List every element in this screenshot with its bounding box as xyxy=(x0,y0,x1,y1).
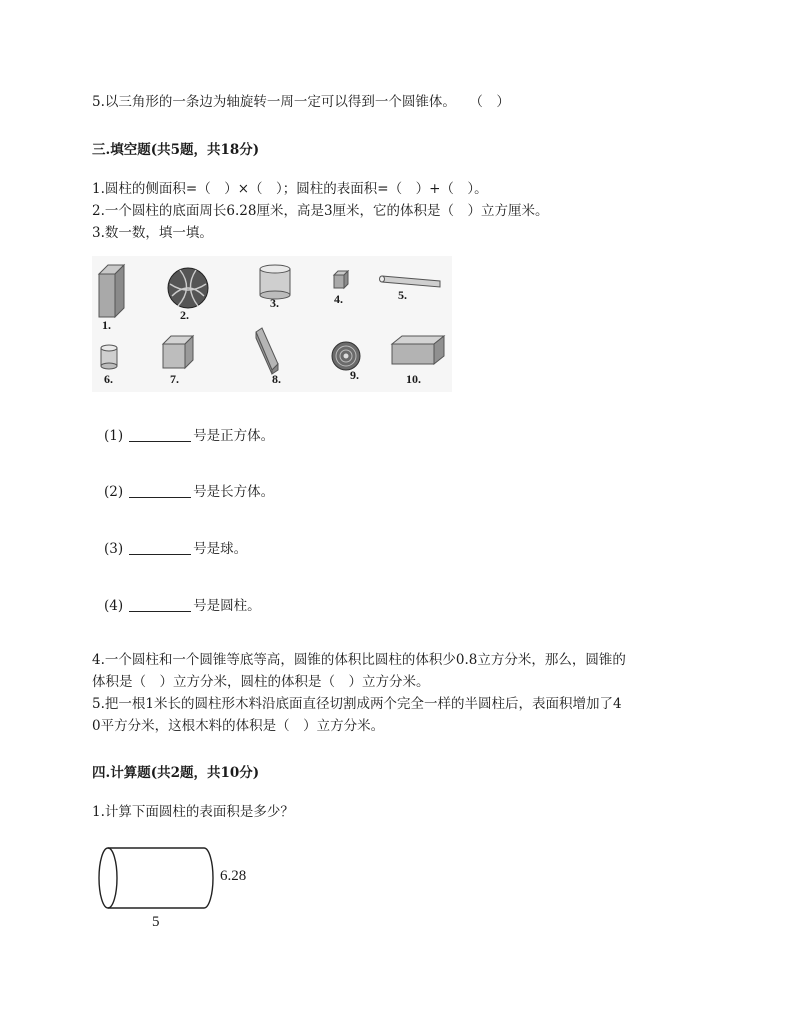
sub-question-number: (4) xyxy=(104,598,124,614)
solid-label: 10. xyxy=(406,372,421,386)
sub-question-text: 号是正方体。 xyxy=(193,428,275,444)
solid-3-cylinder xyxy=(258,264,292,300)
calc-question-1: 1.计算下面圆柱的表面积是多少？ xyxy=(92,804,294,820)
answer-blank[interactable] xyxy=(129,483,191,498)
solid-1-cuboid xyxy=(96,262,126,318)
judge-question-5: 5.以三角形的一条边为轴旋转一周一定可以得到一个圆锥体。 （ ） xyxy=(92,94,510,110)
sub-question-number: (3) xyxy=(104,541,124,557)
sub-question-2 xyxy=(104,480,274,500)
sub-question-3 xyxy=(104,537,247,557)
fill-question-4-line-2: 体积是（ ）立方分米，圆柱的体积是（ ）立方分米。 xyxy=(92,674,430,690)
sub-question-4 xyxy=(104,594,261,614)
solid-label: 5. xyxy=(398,288,407,302)
cylinder-figure xyxy=(96,840,266,940)
solid-label: 9. xyxy=(350,368,359,382)
solid-7-cube xyxy=(160,334,196,370)
solid-label: 3. xyxy=(270,296,279,310)
cylinder-height-label: 6.28 xyxy=(220,868,247,884)
section-4-heading: 四.计算题(共2题，共10分) xyxy=(92,765,260,781)
fill-question-2: 2.一个圆柱的底面周长6.28厘米，高是3厘米，它的体积是（ ）立方厘米。 xyxy=(92,203,549,219)
solid-label: 1. xyxy=(102,318,111,332)
solid-4-cube xyxy=(332,270,350,290)
section-3-heading: 三.填空题(共5题，共18分) xyxy=(92,142,260,158)
solid-label: 7. xyxy=(170,372,179,386)
solid-6-cylinder xyxy=(98,344,120,370)
sub-question-text: 号是圆柱。 xyxy=(193,598,261,614)
solid-10-cuboid xyxy=(390,334,446,368)
fill-question-5-line-2: 0平方分米，这根木料的体积是（ ）立方分米。 xyxy=(92,718,385,734)
solid-label: 2. xyxy=(180,308,189,322)
solid-label: 4. xyxy=(334,292,343,306)
solid-8-prism xyxy=(252,326,282,376)
sub-question-1 xyxy=(104,424,274,444)
fill-question-3: 3.数一数，填一填。 xyxy=(92,225,213,241)
answer-blank[interactable] xyxy=(129,540,191,555)
solid-label: 8. xyxy=(272,372,281,386)
sub-question-text: 号是长方体。 xyxy=(193,484,275,500)
sub-question-number: (2) xyxy=(104,484,124,500)
solids-figure xyxy=(92,256,452,392)
answer-blank[interactable] xyxy=(129,427,191,442)
fill-question-4-line-1: 4.一个圆柱和一个圆锥等底等高，圆锥的体积比圆柱的体积少0.8立方分米，那么，圆锥的 xyxy=(92,652,626,668)
solid-5-rod xyxy=(378,272,444,290)
solid-2-sphere xyxy=(166,266,210,310)
answer-blank[interactable] xyxy=(129,597,191,612)
cylinder-diameter-label: 5 xyxy=(152,914,160,930)
fill-question-1: 1.圆柱的侧面积=（ ）×（ ）；圆柱的表面积=（ ）+（ ）。 xyxy=(92,181,488,197)
solid-label: 6. xyxy=(104,372,113,386)
sub-question-text: 号是球。 xyxy=(193,541,248,557)
sub-question-number: (1) xyxy=(104,428,124,444)
fill-question-5-line-1: 5.把一根1米长的圆柱形木料沿底面直径切割成两个完全一样的半圆柱后，表面积增加了4 xyxy=(92,696,622,712)
cylinder-drawing xyxy=(96,840,266,940)
